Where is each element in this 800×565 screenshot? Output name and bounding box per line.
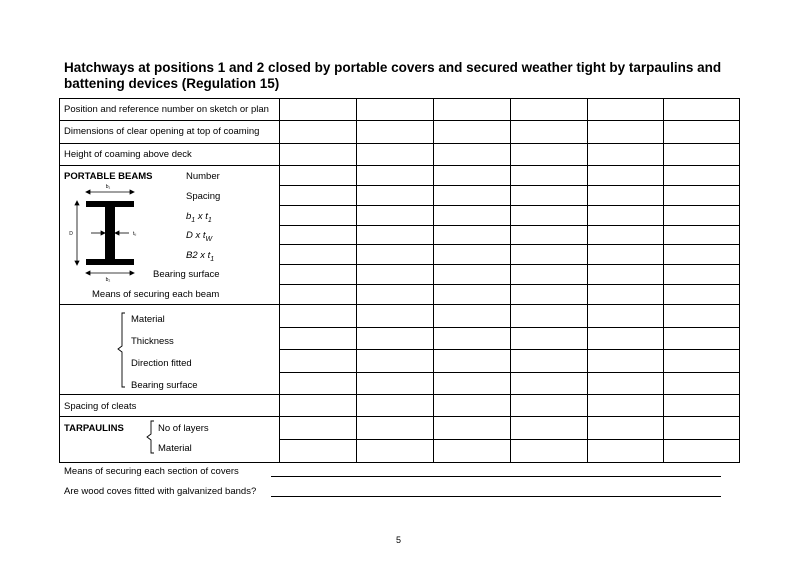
label-beam-number: Number — [186, 171, 220, 182]
col-divider — [663, 98, 664, 463]
label-beam-b2t1: B2 x $t_1$ — [186, 250, 215, 263]
i-beam-diagram — [59, 180, 159, 290]
dim-d-label: D — [69, 231, 73, 237]
row-divider — [279, 225, 740, 226]
label-cover-direction: Direction fitted — [131, 358, 192, 369]
label-beam-bearing: Bearing surface — [153, 269, 220, 280]
col-divider — [356, 98, 357, 463]
row-divider — [279, 244, 740, 245]
label-position-ref: Position and reference number on sketch or plan — [64, 104, 269, 115]
label-beam-spacing: Spacing — [186, 191, 221, 202]
col-divider — [510, 98, 511, 463]
label-tarp-layers: No of layers — [158, 423, 209, 434]
label-cover-material: Material — [131, 314, 165, 325]
col-divider — [433, 98, 434, 463]
label-cover-bearing: Bearing surface — [131, 380, 198, 391]
border-top — [59, 98, 740, 99]
row-divider — [59, 143, 740, 144]
label-means-cover: Means of securing each section of covers — [64, 466, 239, 477]
label-tarp-material: Material — [158, 443, 192, 454]
label-cleats-spacing: Spacing of cleats — [64, 401, 137, 412]
wood-coves-answer-line[interactable] — [271, 496, 721, 497]
row-divider — [279, 349, 740, 350]
row-divider — [59, 120, 740, 121]
row-divider — [279, 284, 740, 285]
dim-tw-label: tᵤ — [133, 231, 137, 237]
tarpaulins-bracket-icon — [145, 420, 157, 456]
title-line-2: battening devices (Regulation 15) — [64, 76, 280, 91]
dim-b2-label: b₂ — [105, 277, 111, 283]
label-tarpaulins: TARPAULINS — [64, 423, 124, 434]
row-divider — [59, 165, 740, 166]
border-right — [739, 98, 740, 463]
page-title — [64, 60, 744, 92]
dim-b1-label: b₁ — [105, 184, 111, 190]
row-divider — [59, 394, 740, 395]
row-divider — [279, 372, 740, 373]
means-cover-answer-line[interactable] — [271, 476, 721, 477]
label-coaming-height: Height of coaming above deck — [64, 149, 192, 160]
col-divider — [279, 98, 280, 463]
row-divider — [279, 205, 740, 206]
row-divider — [59, 304, 740, 305]
covers-bracket-icon — [117, 312, 129, 392]
hatchway-table — [59, 98, 740, 463]
label-beam-b1t1: $b_1$ x $t_1$ — [186, 211, 212, 224]
label-cover-thickness: Thickness — [131, 336, 174, 347]
col-divider — [587, 98, 588, 463]
row-divider — [279, 185, 740, 186]
page-number: 5 — [396, 535, 402, 545]
label-dimensions: Dimensions of clear opening at top of coaming — [64, 126, 260, 137]
row-divider — [279, 327, 740, 328]
row-divider — [59, 416, 740, 417]
row-divider — [279, 264, 740, 265]
row-divider — [279, 439, 740, 440]
border-bottom — [59, 462, 740, 463]
title-line-1: Hatchways at positions 1 and 2 closed by portable covers and secured weather tight by tarpaulins and — [64, 60, 722, 75]
label-wood-coves: Are wood coves fitted with galvanized bands? — [64, 486, 257, 497]
label-means-beam: Means of securing each beam — [92, 289, 220, 300]
label-beam-dtw: D x $t_W$ — [186, 230, 213, 243]
label-portable-beams: PORTABLE BEAMS — [64, 171, 153, 182]
